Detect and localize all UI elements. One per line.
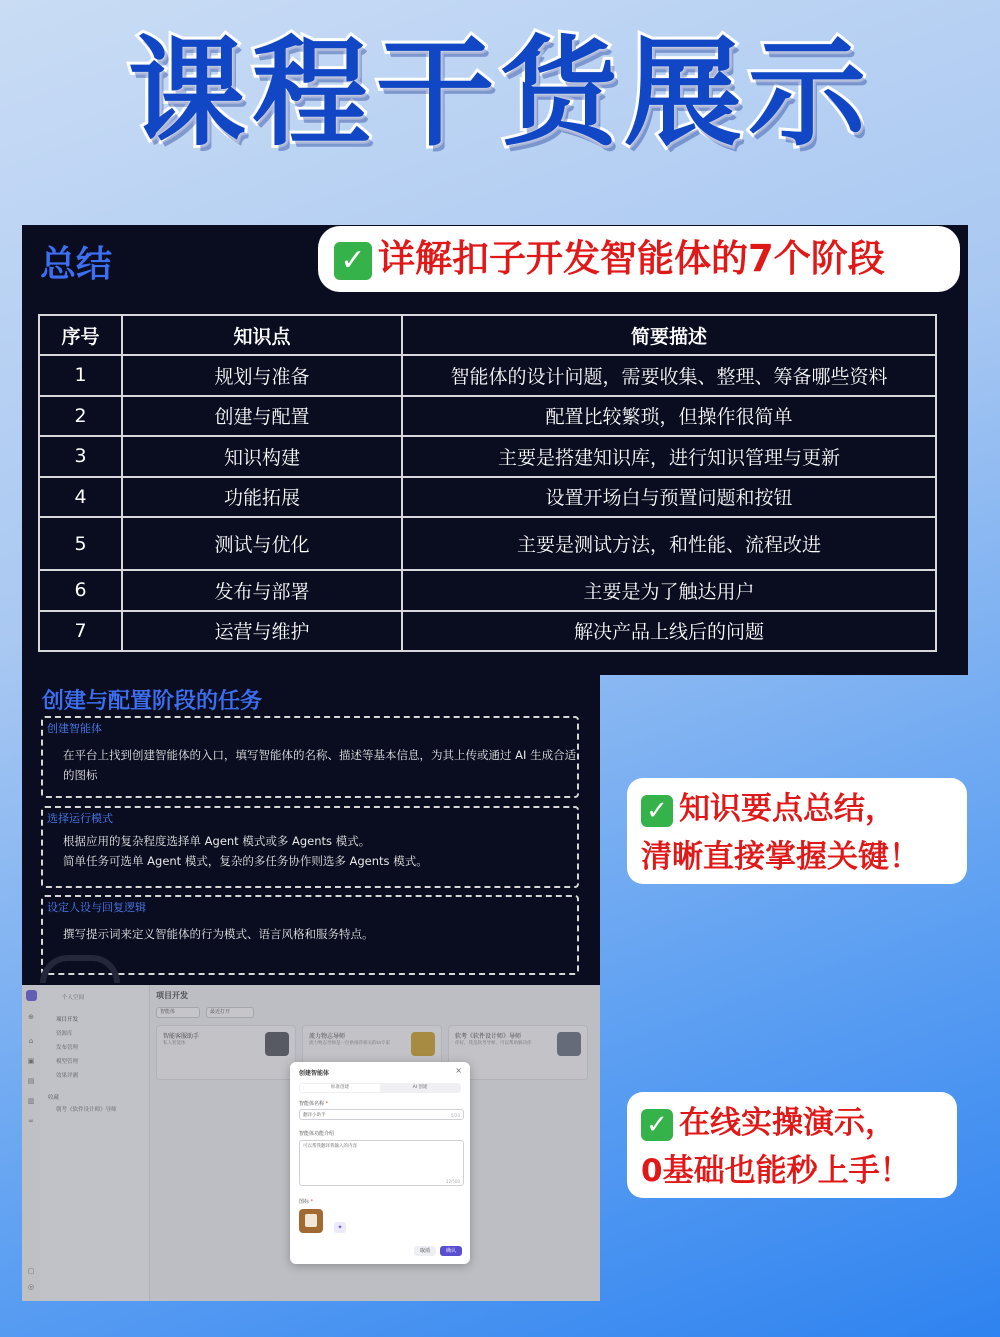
cell-no: 5 (39, 517, 122, 570)
task-title: 设定人设与回复逻辑 (47, 901, 146, 914)
favorites-label: 收藏 (48, 1095, 60, 1101)
callout-text: 知识要点总结， (679, 791, 896, 827)
type-filter[interactable]: 智能体 (156, 1007, 200, 1018)
doc-icon[interactable]: ▢ (27, 1267, 35, 1275)
name-input[interactable] (299, 1109, 464, 1120)
cell-no: 1 (39, 355, 122, 396)
task-line: 撰写提示词来定义智能体的行为模式、语言风格和服务特点。 (63, 927, 374, 941)
workspace-icon[interactable]: ▣ (27, 1057, 35, 1065)
table-header-row (39, 315, 936, 355)
required-mark: * (325, 1101, 329, 1107)
name-label (299, 1100, 328, 1107)
table-row (39, 396, 936, 437)
name-input-value: 翻译小助手 (303, 1113, 326, 1118)
column-header-desc: 简要描述 (402, 315, 936, 355)
cell-desc: 主要是搭建知识库，进行知识管理与更新 (402, 436, 936, 477)
cell-no: 4 (39, 477, 122, 518)
cell-desc: 配置比较繁琐，但操作很简单 (402, 396, 936, 437)
sidebar-item-resources[interactable]: 资源库 (56, 1031, 73, 1037)
name-label-text: 智能体名称 (299, 1101, 325, 1107)
modal-tabs (299, 1083, 461, 1093)
home-icon[interactable]: ⌂ (28, 1037, 34, 1045)
cell-topic: 功能拓展 (122, 477, 402, 518)
cell-desc: 解决产品上线后的问题 (402, 611, 936, 652)
callout-text: 在线实操演示， (679, 1105, 896, 1141)
callout-demo (627, 1092, 957, 1198)
card-subtitle: 私人智能体 (163, 1041, 186, 1046)
task-line: 的图标 (63, 768, 98, 782)
table-row (39, 570, 936, 611)
summary-heading: 总结 (40, 244, 113, 285)
table-row (39, 611, 936, 652)
cell-topic: 知识构建 (122, 436, 402, 477)
callout-summary (627, 778, 967, 884)
cell-desc: 主要是测试方法，和性能、流程改进 (402, 517, 936, 570)
logo-watermark (40, 955, 120, 983)
required-mark: * (310, 1199, 314, 1205)
task-box-mode (41, 806, 579, 888)
check-icon: ✓ (641, 1109, 673, 1141)
table-row (39, 436, 936, 477)
check-icon: ✓ (641, 795, 673, 827)
cell-topic: 创建与配置 (122, 396, 402, 437)
desc-textarea-value: 可以帮我翻译我输入的内容 (303, 1144, 357, 1149)
knowledge-table (38, 314, 937, 652)
page-title: 课程干货展示 (127, 24, 872, 162)
table-row (39, 355, 936, 396)
column-header-no: 序号 (39, 315, 122, 355)
summary-badge-text: 详解扣子开发智能体的7个阶段 (378, 237, 885, 280)
card-title: 软考《软件设计师》导师 (455, 1033, 522, 1040)
modal-title: 创建智能体 (299, 1070, 330, 1077)
sidebar-item-eval[interactable]: 效果评测 (56, 1073, 79, 1079)
main-title: 项目开发 (156, 991, 188, 1000)
tab-ai[interactable]: AI 创建 (412, 1085, 428, 1090)
notepad-icon (305, 1214, 317, 1227)
task-line: 简单任务可选单 Agent 模式，复杂的多任务协作则选多 Agents 模式。 (63, 854, 428, 868)
task-box-persona (41, 895, 579, 975)
sidebar-item-projects[interactable]: 项目开发 (56, 1017, 79, 1023)
summary-badge (318, 226, 960, 292)
callout-text: 清晰直接掌握关键！ (641, 839, 920, 875)
cell-desc: 主要是为了触达用户 (402, 570, 936, 611)
agent-icon-preview[interactable] (299, 1209, 323, 1233)
cell-topic: 测试与优化 (122, 517, 402, 570)
cell-desc: 设置开场白与预置问题和按钮 (402, 477, 936, 518)
confirm-button[interactable]: 确认 (440, 1246, 462, 1256)
task-box-create (41, 716, 579, 798)
cell-topic: 发布与部署 (122, 570, 402, 611)
workspace-switcher[interactable]: 个人空间 (62, 995, 85, 1001)
app-screenshot (22, 985, 600, 1301)
task-title: 选择运行模式 (47, 812, 113, 825)
card-subtitle: 你好，我是软考导师，可以帮助解决你 (455, 1041, 532, 1046)
table-row (39, 517, 936, 570)
table-row (39, 477, 936, 518)
cell-topic: 运营与维护 (122, 611, 402, 652)
tasks-heading: 创建与配置阶段的任务 (42, 689, 263, 714)
icon-label-text: 图标 (299, 1199, 310, 1205)
cell-no: 2 (39, 396, 122, 437)
column-header-topic: 知识点 (122, 315, 402, 355)
name-char-count: 5/20 (451, 1113, 460, 1118)
tab-standard[interactable]: 标准创建 (300, 1084, 380, 1092)
close-icon[interactable]: × (455, 1066, 462, 1075)
desc-label: 智能体功能介绍 (299, 1131, 335, 1137)
plugin-icon[interactable]: ∞ (28, 1117, 34, 1125)
template-icon[interactable]: ▥ (27, 1097, 35, 1105)
sidebar-item-publish[interactable]: 发布管理 (56, 1045, 79, 1051)
user-icon[interactable]: ◎ (27, 1283, 35, 1291)
sidebar-item-models[interactable]: 模型管理 (56, 1059, 79, 1065)
cell-desc: 智能体的设计问题，需要收集、整理、筹备哪些资料 (402, 355, 936, 396)
cell-no: 3 (39, 436, 122, 477)
cell-no: 6 (39, 570, 122, 611)
icon-label (299, 1198, 313, 1205)
cancel-button[interactable]: 取消 (414, 1246, 436, 1256)
callout-text: 0基础也能秒上手！ (641, 1153, 911, 1189)
desc-char-count: 12/500 (445, 1179, 460, 1184)
sort-filter[interactable]: 最近打开 (206, 1007, 254, 1018)
create-agent-modal (290, 1062, 470, 1264)
task-line: 在平台上找到创建智能体的入口，填写智能体的名称、描述等基本信息，为其上传或通过 AI 生成合适 (63, 748, 577, 762)
card-title: 流力物志导师 (309, 1033, 346, 1040)
cell-no: 7 (39, 611, 122, 652)
favorite-item[interactable]: 朝考《软件设计师》导师 (56, 1107, 117, 1113)
cell-topic: 规划与准备 (122, 355, 402, 396)
task-line: 根据应用的复杂程度选择单 Agent 模式或多 Agents 模式。 (63, 834, 371, 848)
ai-generate-icon[interactable]: ✦ (334, 1222, 346, 1233)
check-icon: ✓ (334, 242, 372, 280)
card-title: 智能客服助手 (163, 1033, 200, 1040)
task-title: 创建智能体 (47, 722, 102, 735)
desc-textarea[interactable] (299, 1140, 464, 1186)
add-icon[interactable]: ⊕ (28, 1013, 34, 1021)
card-subtitle: 流力物志导师是一位供推荐相关的ta专家 (309, 1041, 391, 1046)
store-icon[interactable]: ▤ (27, 1077, 35, 1085)
